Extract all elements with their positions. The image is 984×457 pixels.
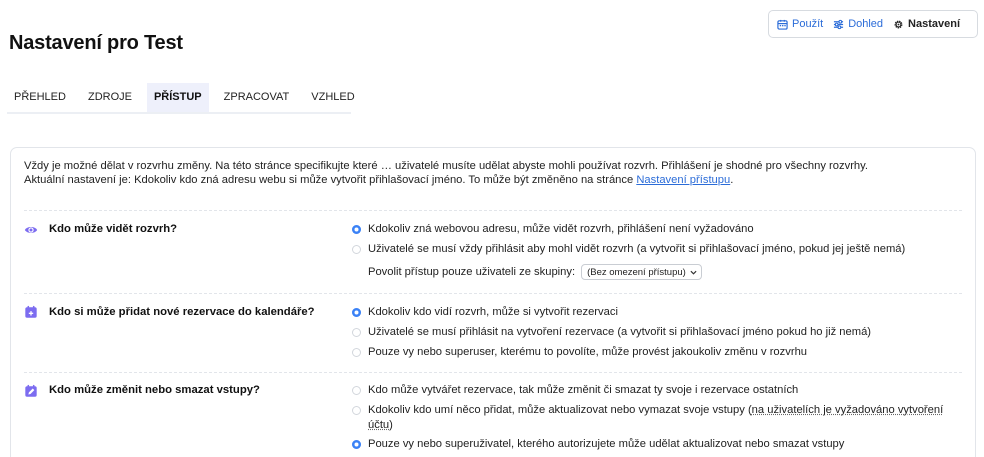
view-option-login-label: Uživatelé se musí vždy přihlásit aby mohl vidět rozvrh (a vytvořit si přihlašovací jméno, pokud jej ještě nemá) <box>368 243 906 255</box>
radio-unchecked[interactable] <box>352 386 361 395</box>
edit-option-own-prefix: Kdokoliv kdo umí něco přidat, může aktualizovat nebo vymazat svoje vstupy ( <box>368 404 752 416</box>
edit-option-own-suffix: ) <box>389 419 393 431</box>
group-select[interactable] <box>581 264 702 280</box>
access-settings-link[interactable]: Nastavení přístupu <box>636 174 731 186</box>
use-button-label: Použít <box>792 18 824 30</box>
tabs-underline <box>7 112 351 114</box>
supervision-button[interactable] <box>833 18 883 30</box>
section-divider <box>24 210 962 211</box>
group-restriction-label: Povolit přístup pouze uživateli ze skupiny: <box>368 266 576 278</box>
section-create-title: Kdo si může přidat nové rezervace do kalendáře? <box>49 306 315 318</box>
tab-access[interactable]: PŘÍSTUP <box>147 83 209 113</box>
section-divider <box>24 372 962 373</box>
view-option-anyone-label: Kdokoliv zná webovou adresu, může vidět rozvrh, přihlášení není vyžadováno <box>368 223 754 235</box>
create-option-owner[interactable] <box>352 345 807 360</box>
sliders-icon <box>833 19 844 30</box>
radio-unchecked[interactable] <box>352 245 361 254</box>
chevron-down-icon <box>690 269 697 276</box>
group-select-value: (Bez omezení přístupu) <box>587 266 686 278</box>
view-option-anyone[interactable] <box>352 222 754 237</box>
supervision-button-label: Dohled <box>848 18 884 30</box>
edit-option-owner-label: Pouze vy nebo superuživatel, kterého autorizujete může udělat aktualizovat nebo smazat vstupy <box>368 438 845 450</box>
radio-unchecked[interactable] <box>352 348 361 357</box>
settings-tabs <box>7 83 370 113</box>
create-option-login-label: Uživatelé se musí přihlásit na vytvoření rezervace (a vytvořit si přihlašovací jméno pokud ho již nemá) <box>368 326 872 338</box>
intro-text <box>24 159 954 187</box>
intro-line-2 <box>24 173 954 187</box>
create-option-anyone-label: Kdokoliv kdo vidí rozvrh, může si vytvořit rezervaci <box>368 306 618 318</box>
settings-button[interactable] <box>893 18 960 30</box>
create-option-owner-label: Pouze vy nebo superuser, kterému to povolíte, může provést jakoukoliv změnu v rozvrhu <box>368 346 808 358</box>
radio-checked[interactable] <box>352 225 361 234</box>
radio-unchecked[interactable] <box>352 328 361 337</box>
intro-line-1: Vždy je možné dělat v rozvrhu změny. Na této stránce specifikujte které … uživatelé musíte udělat abyste mohli používat rozvrh. Přihlášení je shodné pro všechny rozvrhy. <box>24 160 869 172</box>
edit-option-own[interactable] <box>352 403 952 433</box>
calendar-icon <box>777 19 788 30</box>
calendar-edit-icon <box>24 384 38 398</box>
account-required-note[interactable]: na uživatelích je vyžadováno vytvoření účtu <box>368 404 944 431</box>
intro-line-2-prefix: Aktuální nastavení je: Kdokoliv kdo zná adresu webu si může vytvořit přihlašovací jméno. To může být změněno na stránce <box>24 174 637 186</box>
access-settings-card <box>10 147 976 457</box>
calendar-plus-icon <box>24 305 38 319</box>
gear-icon <box>893 19 904 30</box>
view-option-login[interactable] <box>352 242 905 257</box>
tab-overview[interactable]: PŘEHLED <box>14 91 66 103</box>
tab-process[interactable]: ZPRACOVAT <box>223 91 290 103</box>
edit-option-own-label <box>368 403 952 433</box>
section-view-title: Kdo může vidět rozvrh? <box>49 223 178 235</box>
section-divider <box>24 293 962 294</box>
use-button[interactable] <box>777 18 823 30</box>
edit-option-creators-label: Kdo může vytvářet rezervace, tak může změnit či smazat ty svoje i rezervace ostatních <box>368 384 799 396</box>
create-option-anyone[interactable] <box>352 305 618 320</box>
radio-checked[interactable] <box>352 308 361 317</box>
edit-option-owner[interactable] <box>352 437 844 452</box>
tab-resources[interactable]: ZDROJE <box>87 91 132 103</box>
eye-icon <box>24 223 38 237</box>
page-title: Nastavení pro Test <box>9 32 183 54</box>
tab-appearance[interactable]: VZHLED <box>311 91 355 103</box>
radio-unchecked[interactable] <box>352 406 361 415</box>
settings-button-label: Nastavení <box>908 18 961 30</box>
radio-checked[interactable] <box>352 440 361 449</box>
top-action-bar <box>768 10 978 38</box>
group-restriction-row <box>368 264 702 280</box>
create-option-login[interactable] <box>352 325 871 340</box>
edit-option-creators[interactable] <box>352 383 798 398</box>
intro-line-2-suffix: . <box>730 174 734 186</box>
section-edit-title: Kdo může změnit nebo smazat vstupy? <box>49 384 260 396</box>
